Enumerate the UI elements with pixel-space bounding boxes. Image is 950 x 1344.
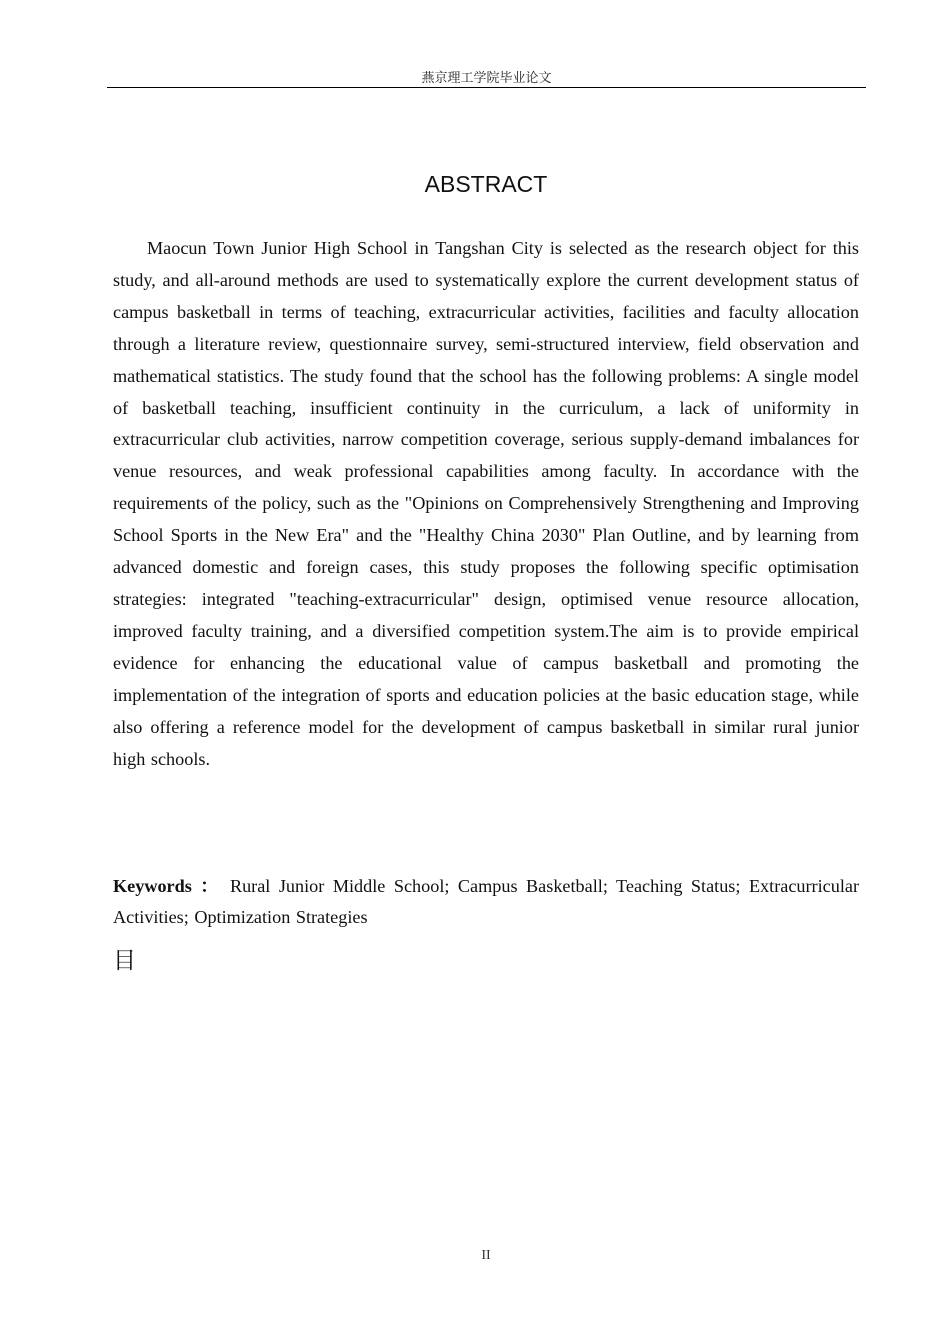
page-header: 燕京理工学院毕业论文 <box>107 70 866 88</box>
toc-heading: 目 <box>113 948 136 974</box>
keywords-paragraph <box>113 871 859 933</box>
keywords-text: Rural Junior Middle School; Campus Basketball; Teaching Status; Extracurricular Activities; Optimization Strategies <box>113 876 860 927</box>
abstract-title: ABSTRACT <box>424 171 548 197</box>
abstract-body: Maocun Town Junior High School in Tangshan City is selected as the research object for this study, and all-around methods are used to systematically explore the current development status of campus basketball in terms of teaching, extracurricular activities, facilities and faculty allocation through a literature review, questionnaire survey, semi-structured interview, field observation and mathematical statistics. The study found that the school has the following problems: A single model of basketball teaching, insufficient continuity in the curriculum, a lack of uniformity in extracurricular club activities, narrow competition coverage, serious supply-demand imbalances for venue resources, and weak professional capabilities among faculty. In accordance with the requirements of the policy, such as the "Opinions on Comprehensively Strengthening and Improving School Sports in the New Era" and the "Healthy China 2030" Plan Outline, and by learning from advanced domestic and foreign cases, this study proposes the following specific optimisation strategies: integrated "teaching-extracurricular" design, optimised venue resource allocation, improved faculty training, and a diversified competition system.The aim is to provide empirical evidence for enhancing the educational value of campus basketball and promoting the implementation of the integration of sports and education policies at the basic education stage, while also offering a reference model for the development of campus basketball in similar rural junior high schools. <box>113 238 859 769</box>
keywords-label: Keywords ： <box>113 876 222 896</box>
page-number: II <box>481 1248 491 1263</box>
